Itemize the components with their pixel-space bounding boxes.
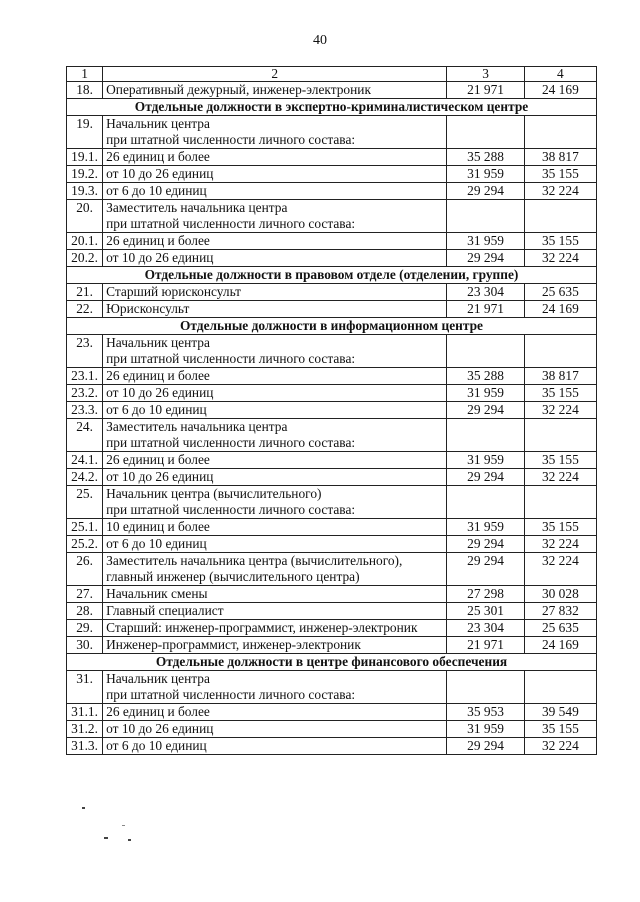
position-title	[103, 452, 447, 469]
salary-value-col4: 24 169	[524, 301, 596, 318]
table-row	[67, 250, 597, 267]
salary-value-col4	[524, 200, 596, 233]
section-title: Отдельные должности в экспертно-криминалистическом центре	[67, 99, 597, 116]
item-number: 19.3.	[67, 183, 103, 200]
position-title-line: 26 единиц и более	[106, 233, 210, 248]
column-header-row	[67, 67, 597, 82]
salary-value-col4: 35 155	[524, 385, 596, 402]
position-title-line: главный инженер (вычислительного центра)	[106, 569, 360, 584]
item-number: 22.	[67, 301, 103, 318]
salary-value-col4: 32 224	[524, 402, 596, 419]
item-number: 31.1.	[67, 704, 103, 721]
position-title	[103, 385, 447, 402]
table-row	[67, 402, 597, 419]
item-number: 26.	[67, 553, 103, 586]
salary-value-col3: 31 959	[447, 452, 524, 469]
section-title: Отдельные должности в центре финансового обеспечения	[67, 654, 597, 671]
position-title-line: 26 единиц и более	[106, 149, 210, 164]
position-title	[103, 233, 447, 250]
item-number: 29.	[67, 620, 103, 637]
section-header-row	[67, 267, 597, 284]
position-title	[103, 586, 447, 603]
position-title	[103, 671, 447, 704]
table-row	[67, 469, 597, 486]
table-row	[67, 486, 597, 519]
position-title-line: Главный специалист	[106, 603, 224, 618]
position-title-line: Оперативный дежурный, инженер-электроник	[106, 82, 371, 97]
table-row	[67, 301, 597, 318]
position-title	[103, 419, 447, 452]
salary-value-col3	[447, 335, 524, 368]
item-number: 21.	[67, 284, 103, 301]
item-number: 20.2.	[67, 250, 103, 267]
salary-value-col4: 35 155	[524, 233, 596, 250]
position-title-line: от 10 до 26 единиц	[106, 166, 214, 181]
salary-value-col3: 31 959	[447, 166, 524, 183]
position-title-line: от 10 до 26 единиц	[106, 721, 214, 736]
salary-value-col3: 35 953	[447, 704, 524, 721]
salary-value-col3: 29 294	[447, 402, 524, 419]
salary-value-col3: 27 298	[447, 586, 524, 603]
salary-value-col4: 35 155	[524, 519, 596, 536]
table-row	[67, 82, 597, 99]
position-title-line: от 10 до 26 единиц	[106, 250, 214, 265]
salary-value-col3: 31 959	[447, 385, 524, 402]
item-number: 31.3.	[67, 738, 103, 755]
position-title-line: при штатной численности личного состава:	[106, 435, 356, 450]
salary-value-col3: 25 301	[447, 603, 524, 620]
table-row	[67, 385, 597, 402]
position-title-line: 10 единиц и более	[106, 519, 210, 534]
position-title	[103, 402, 447, 419]
salary-table	[66, 66, 597, 755]
position-title	[103, 738, 447, 755]
page-number: 40	[313, 33, 327, 48]
table-row	[67, 671, 597, 704]
salary-value-col3: 21 971	[447, 637, 524, 654]
column-header-1: 1	[67, 67, 103, 82]
table-row	[67, 704, 597, 721]
table-row	[67, 368, 597, 385]
position-title	[103, 149, 447, 166]
position-title-line: Начальник центра	[106, 335, 210, 350]
column-header-4: 4	[524, 67, 596, 82]
salary-value-col3: 31 959	[447, 721, 524, 738]
position-title-line: 26 единиц и более	[106, 368, 210, 383]
item-number: 24.	[67, 419, 103, 452]
position-title	[103, 250, 447, 267]
salary-value-col3: 35 288	[447, 368, 524, 385]
salary-value-col3: 29 294	[447, 536, 524, 553]
item-number: 31.2.	[67, 721, 103, 738]
item-number: 23.	[67, 335, 103, 368]
salary-value-col3: 29 294	[447, 738, 524, 755]
table-row	[67, 738, 597, 755]
salary-value-col4: 32 224	[524, 738, 596, 755]
table-row	[67, 452, 597, 469]
salary-value-col3: 21 971	[447, 301, 524, 318]
salary-value-col3: 35 288	[447, 149, 524, 166]
table-row	[67, 335, 597, 368]
table-row	[67, 166, 597, 183]
position-title-line: Начальник центра	[106, 671, 210, 686]
position-title	[103, 486, 447, 519]
salary-value-col3	[447, 116, 524, 149]
item-number: 28.	[67, 603, 103, 620]
salary-value-col4: 32 224	[524, 183, 596, 200]
salary-value-col4: 24 169	[524, 82, 596, 99]
salary-value-col4: 32 224	[524, 469, 596, 486]
table-row	[67, 149, 597, 166]
position-title	[103, 603, 447, 620]
salary-value-col4: 38 817	[524, 368, 596, 385]
salary-value-col4: 25 635	[524, 620, 596, 637]
item-number: 23.1.	[67, 368, 103, 385]
salary-value-col4	[524, 335, 596, 368]
table-row	[67, 284, 597, 301]
salary-value-col3	[447, 671, 524, 704]
position-title-line: от 6 до 10 единиц	[106, 402, 207, 417]
position-title-line: от 6 до 10 единиц	[106, 183, 207, 198]
salary-value-col3: 29 294	[447, 553, 524, 586]
section-title: Отдельные должности в информационном центре	[67, 318, 597, 335]
salary-value-col3	[447, 486, 524, 519]
position-title	[103, 704, 447, 721]
position-title-line: Старший юрисконсульт	[106, 284, 242, 299]
position-title-line: Заместитель начальника центра (вычислительного),	[106, 553, 403, 568]
salary-value-col4: 27 832	[524, 603, 596, 620]
section-header-row	[67, 318, 597, 335]
position-title	[103, 637, 447, 654]
position-title	[103, 553, 447, 586]
item-number: 27.	[67, 586, 103, 603]
salary-value-col4: 24 169	[524, 637, 596, 654]
salary-value-col4: 39 549	[524, 704, 596, 721]
position-title	[103, 166, 447, 183]
position-title	[103, 536, 447, 553]
table-row	[67, 200, 597, 233]
salary-value-col3: 21 971	[447, 82, 524, 99]
item-number: 24.2.	[67, 469, 103, 486]
item-number: 25.	[67, 486, 103, 519]
position-title	[103, 284, 447, 301]
salary-value-col4: 38 817	[524, 149, 596, 166]
position-title-line: 26 единиц и более	[106, 704, 210, 719]
table-row	[67, 116, 597, 149]
table-row	[67, 721, 597, 738]
salary-value-col4: 30 028	[524, 586, 596, 603]
position-title	[103, 519, 447, 536]
salary-value-col3: 29 294	[447, 469, 524, 486]
item-number: 19.2.	[67, 166, 103, 183]
position-title-line: от 6 до 10 единиц	[106, 738, 207, 753]
section-title: Отдельные должности в правовом отделе (отделении, группе)	[67, 267, 597, 284]
salary-value-col3	[447, 419, 524, 452]
position-title	[103, 368, 447, 385]
salary-value-col4	[524, 419, 596, 452]
table-row	[67, 637, 597, 654]
position-title-line: Старший: инженер-программист, инженер-электроник	[106, 620, 418, 635]
column-header-2: 2	[103, 67, 447, 82]
item-number: 31.	[67, 671, 103, 704]
position-title-line: Инженер-программист, инженер-электроник	[106, 637, 361, 652]
salary-value-col3: 23 304	[447, 284, 524, 301]
section-header-row	[67, 654, 597, 671]
item-number: 19.1.	[67, 149, 103, 166]
salary-value-col3: 23 304	[447, 620, 524, 637]
position-title-line: Начальник смены	[106, 586, 208, 601]
table-row	[67, 620, 597, 637]
position-title-line: Юрисконсульт	[106, 301, 190, 316]
salary-value-col4	[524, 671, 596, 704]
position-title	[103, 335, 447, 368]
position-title-line: от 6 до 10 единиц	[106, 536, 207, 551]
item-number: 25.2.	[67, 536, 103, 553]
position-title	[103, 183, 447, 200]
salary-value-col3	[447, 200, 524, 233]
position-title-line: при штатной численности личного состава:	[106, 216, 356, 231]
item-number: 19.	[67, 116, 103, 149]
position-title-line: Заместитель начальника центра	[106, 200, 288, 215]
table-row	[67, 519, 597, 536]
item-number: 20.1.	[67, 233, 103, 250]
item-number: 20.	[67, 200, 103, 233]
item-number: 24.1.	[67, 452, 103, 469]
salary-value-col4	[524, 116, 596, 149]
position-title	[103, 116, 447, 149]
table-row	[67, 183, 597, 200]
position-title-line: Заместитель начальника центра	[106, 419, 288, 434]
item-number: 23.2.	[67, 385, 103, 402]
position-title	[103, 469, 447, 486]
salary-value-col4	[524, 486, 596, 519]
salary-value-col4: 35 155	[524, 166, 596, 183]
position-title-line: при штатной численности личного состава:	[106, 687, 356, 702]
position-title	[103, 301, 447, 318]
salary-value-col3: 29 294	[447, 183, 524, 200]
item-number: 30.	[67, 637, 103, 654]
item-number: 25.1.	[67, 519, 103, 536]
table-row	[67, 586, 597, 603]
position-title	[103, 200, 447, 233]
salary-value-col3: 29 294	[447, 250, 524, 267]
position-title	[103, 620, 447, 637]
table-row	[67, 233, 597, 250]
position-title	[103, 82, 447, 99]
section-header-row	[67, 99, 597, 116]
salary-value-col3: 31 959	[447, 233, 524, 250]
column-header-3: 3	[447, 67, 524, 82]
position-title-line: от 10 до 26 единиц	[106, 385, 214, 400]
position-title-line: 26 единиц и более	[106, 452, 210, 467]
salary-value-col4: 32 224	[524, 553, 596, 586]
table-row	[67, 603, 597, 620]
table-row	[67, 419, 597, 452]
position-title-line: от 10 до 26 единиц	[106, 469, 214, 484]
salary-value-col4: 35 155	[524, 721, 596, 738]
position-title-line: при штатной численности личного состава:	[106, 351, 356, 366]
item-number: 23.3.	[67, 402, 103, 419]
position-title-line: при штатной численности личного состава:	[106, 502, 356, 517]
table-row	[67, 553, 597, 586]
salary-value-col4: 32 224	[524, 250, 596, 267]
salary-value-col3: 31 959	[447, 519, 524, 536]
item-number: 18.	[67, 82, 103, 99]
salary-value-col4: 35 155	[524, 452, 596, 469]
salary-value-col4: 25 635	[524, 284, 596, 301]
position-title-line: при штатной численности личного состава:	[106, 132, 356, 147]
table-row	[67, 536, 597, 553]
scan-artifacts	[80, 805, 140, 855]
salary-value-col4: 32 224	[524, 536, 596, 553]
table-body	[67, 67, 597, 755]
position-title	[103, 721, 447, 738]
position-title-line: Начальник центра (вычислительного)	[106, 486, 322, 501]
position-title-line: Начальник центра	[106, 116, 210, 131]
